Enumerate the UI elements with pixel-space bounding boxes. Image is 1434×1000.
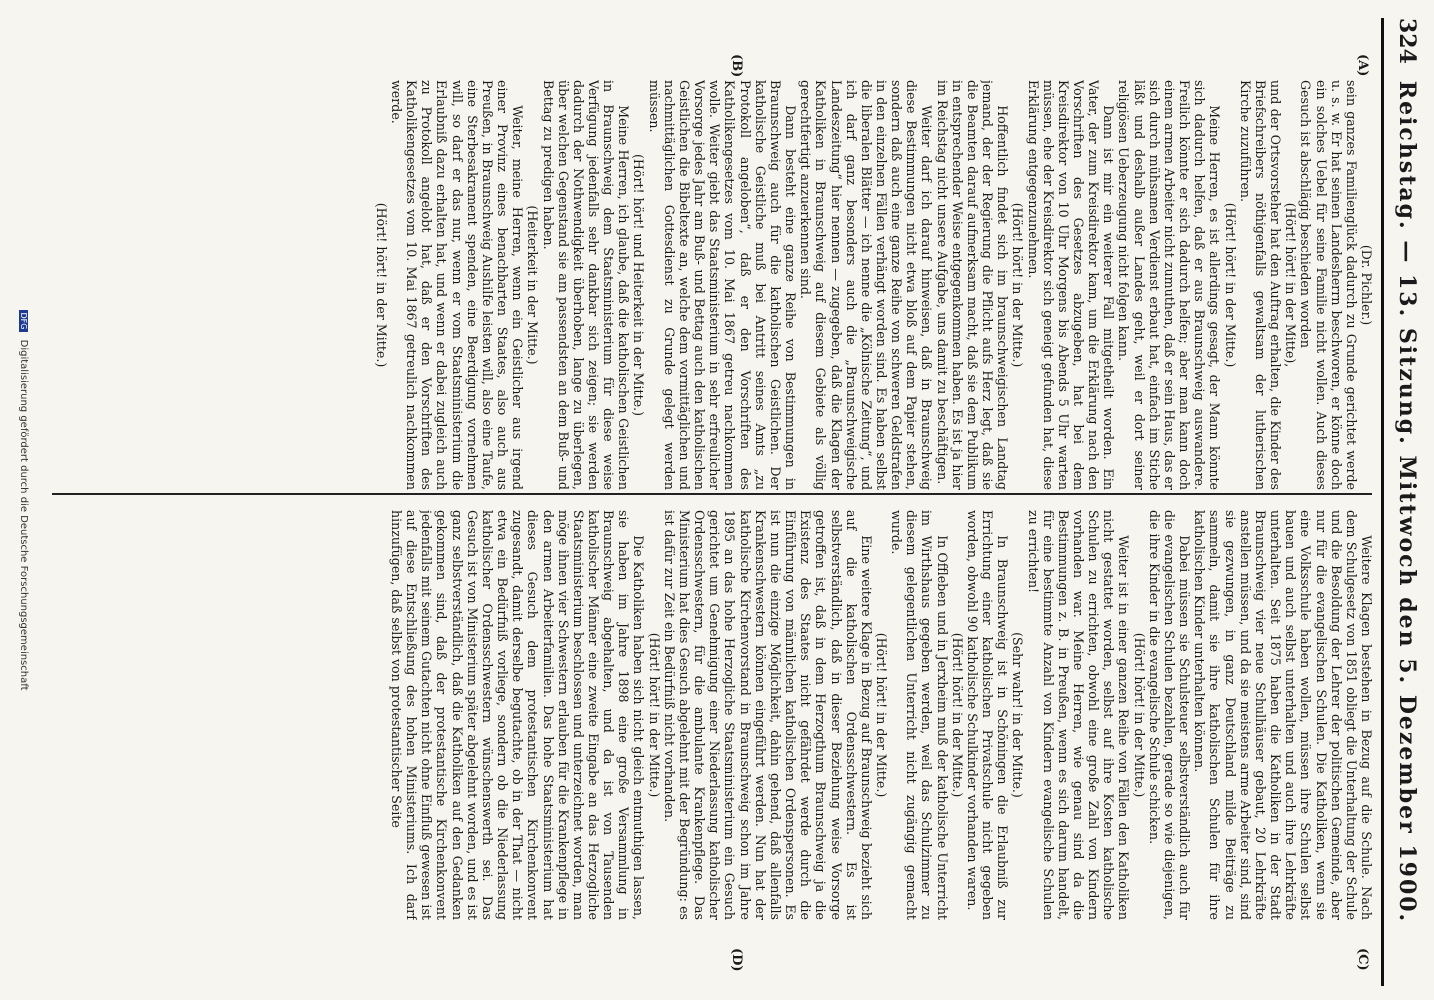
paragraph: Die Katholiken haben sich nicht gleich entmuthigen lassen, sie haben im Jahre 1898 eine große Versammlung in Braunschweig abgehalten, und da ist von Tausenden katholischer Männer eine zweite Eingabe an das Herzogliche Staatsministerium beschlossen und unterzeichnet worden, man möge ihnen vier Schwestern erlauben für die Krankenpflege in den armen Arbeiterfamilien. Das hohe Staatsministerium hat dieses Gesuch dem protestantischen Kirchenkonvent zugesandt, damit derselbe begutachte, ob in der That — nicht etwa ein Bedürfniß vorliege, sondern ob die Niederlassung katholischer Ordensschwestern wünschenswerth sei. Das Gesuch ist von Ministerium später abgelehnt worden, und es ist ganz selbstverständlich, daß die Katholiken auf den Gedanken gekommen sind, daß der protestantische Kirchenkonvent jedenfalls mit seinem Gutachten nicht ohne Einfluß gewesen ist auf diese Entschließung des hohen Ministeriums. Ich darf hinzufügen, daß selbst von protestantischer Seite: [389, 510, 647, 920]
paragraph: In Offleben und in Jerxheim muß der katholische Unterricht im Wirthshaus gegeben werden, weil das Schulzimmer zu diesem gelegentlichen Unterricht nicht zugängig gemacht wurde.: [889, 510, 950, 920]
interjection: (Hört! hört! in der Mitte.): [949, 632, 965, 798]
interjection: (Hört! hört! in der Mitte.): [1222, 202, 1238, 368]
paragraph: und der Ortsvorsteher hat den Auftrag erhalten, die Kinder des Briefschreibers nöthigenfalls gewaltsam der lutherischen Kirche zuzuführen.: [1237, 80, 1284, 490]
paragraph: In Braunschweig ist in Schöningen die Erlaubniß zur Errichtung einer katholischen Privatschule nicht gegeben worden, obwohl 90 katholische Schulkinder vorhanden waren.: [964, 510, 1011, 920]
paragraph: Dann ist mir ein weiterer Fall mitgetheilt worden. Ein Vater, der zum Kreisdirektor kam, um die Erklärung nach den Vorschriften des Gesetzes abzugeben, hat bei dem Kreisdirektor von 10 Uhr Morgens bis Abends 5 Uhr warten müssen, ehe der Kreisdirektor sich geneigt gefunden hat, diese Erklärung entgegenzunehmen.: [1025, 80, 1117, 490]
interjection: (Hört! hört! in der Mitte.): [1131, 632, 1147, 798]
paragraph: Weiter darf ich darauf hinweisen, daß in Braunschweig diese Bestimmungen nicht etwa bloß auf dem Papier stehen, sondern daß auch eine ganze Reihe von schweren Geldstrafen in den einzelnen Fällen verhängt worden sind. Es haben selbst die liberalen Blätter — ich nenne die „Kölnische Zeitung“, und ich darf ganz besonders auch die „Braunschweigische Landeszeitung“ hier nennen — zugegeben, daß die Klagen der Katholiken in Braunschweig auf diesem Gebiete als völlig gerechtfertigt anzuerkennen sind.: [798, 80, 935, 490]
margin-mark-b: (B): [729, 54, 744, 78]
right-text-column: [49, 510, 1374, 920]
paragraph: Dabei müssen sie Schulsteuer selbstverständlich auch für die evangelischen Schulen bezahlen, gerade so wie diejenigen, die ihre Kinder in die evangelische Schule schicken.: [1146, 510, 1193, 920]
paragraph: sein ganzes Familienglück dadurch zu Grunde gerichtet werde u. s. w. Er hat seinen Landesherrn beschworen, er könne doch ein solches Uebel für seine Familie nicht wollen. Auch dieses Gesuch ist abschlägig beschieden worden: [1298, 80, 1359, 490]
margin-mark-a: (A): [1355, 54, 1370, 77]
dfg-logo: DFG: [19, 310, 28, 333]
paragraph: Meine Herren, es ist allerdings gesagt, der Mann könnte sich dadurch helfen, daß er aus Braunschweig auswandere. Freilich könnte er sich dadurch helfen; aber man kann doch einem armen Arbeiter nicht zumuthen, daß er sein Haus, das er sich durch mühsamen Verdienst erbaut hat, einfach im Stiche läßt und deshalb außer Landes geht, weil er dort seiner religiösen Ueberzeugung nicht folgen kann.: [1116, 80, 1223, 490]
interjection: (Sehr wahr! in der Mitte.): [1010, 632, 1026, 798]
paragraph: Meine Herren, ich glaube, daß die katholischen Geistlichen in Braunschweig dem Staatsministerium für diese weise Verfügung jedenfalls sehr dankbar sich zeigen; sie werden dadurch der Nothwendigkeit überhoben, lange zu überlegen, über welchen Gegenstand sie am passendsten an dem Buß- und Bettag zu predigen haben.: [540, 80, 632, 490]
paragraph: Weitere Klagen bestehen in Bezug auf die Schule. Nach dem Schulgesetz von 1851 obliegt die Unterhaltung der Schule und die Besoldung der Lehrer der politischen Gemeinde, aber nur für die evangelischen Schulen. Die Katholiken, wenn sie eine Volksschule haben wollen, müssen ihre Schulen selbst bauen und auch selbst unterhalten und auch ihre Lehrkräfte unterhalten. Seit 1875 haben die Katholiken in der Stadt Braunschweig vier neue Schulhäuser gebaut, 20 Lehrkräfte anstellen müssen, und da sie meistens arme Arbeiter sind, sind sie gezwungen, in ganz Deutschland milde Beiträge zu sammeln, damit sie ihre katholischen Schulen für ihre katholischen Kinder unterhalten können.: [1192, 510, 1374, 920]
margin-mark-d: (D): [729, 948, 744, 972]
speaker-name: (Dr. Pichler.): [1359, 244, 1374, 326]
paragraph: Weiter, meine Herren, wenn ein Geistlicher aus irgend einer Provinz eines benachbarten Staates, also auch aus Preußen, in Braunschweig Aushilfe leisten will, also eine Taufe, eine Sterbesakrament spenden, eine Beerdigung vornehmen will, so darf er das nur, wenn er vom Staatsministerium die Erlaubniß dazu erhalten hat, und wenn er dabei zugleich auch zu Protokoll angelobt hat, daß er den Vorschriften des Katholikengesetzes vom 10. Mai 1867 getreulich nachkommen werde.: [389, 80, 526, 490]
interjection: (Hört! hört! in der Mitte.): [874, 632, 889, 798]
interjection: (Hört! hört! in der Mitte),: [1283, 202, 1299, 368]
interjection: (Hört! hört! in der Mitte.): [373, 202, 389, 368]
page-header: [1384, 18, 1424, 986]
credit-text: Digitalisierung gefördert durch die Deutsche Forschungsgemeinschaft: [18, 339, 29, 691]
left-text-column: [49, 80, 1374, 490]
digitization-credit: [18, 0, 29, 1000]
margin-mark-c: (C): [1355, 948, 1370, 971]
header-rule: [1381, 18, 1384, 986]
page-number: 324: [1394, 18, 1420, 64]
paragraph: Dann besteht eine ganze Reihe von Bestimmungen in Braunschweig auch für die katholischen Geistlichen. Der katholische Geistliche muß bei Antritt seines Amts „zu Protokoll angeloben“, daß er den Vorschriften des Katholikengesetzes vom 10. Mai 1867 getreu nachkommen wolle. Weiter giebt das Staatsministerium in sehr erfreulicher Vorsorge jedes Jahr am Buß- und Bettag auch den katholischen Geistlichen die Bibeltexte an, welche dem vormittäglichen und nachmittäglichen Gottesdienst zu Grunde gelegt werden müssen.: [646, 80, 799, 490]
paragraph: Hoffentlich findet sich im braunschweigischen Landtag jemand, der der Regierung die Pflicht aufs Herz legt, daß sie die Beamten darauf aufmerksam macht, daß sie dem Publikum in entsprechender Weise entgegenkommen haben. Es ist ja hier im Reichstag nicht unsere Aufgabe, uns damit zu beschäftigen.: [934, 80, 1011, 490]
interjection: (Hört! hört! in der Mitte.): [646, 632, 662, 798]
paragraph: Weiter ist in einer ganzen Reihe von Fällen den Katholiken nicht gestattet worden, selbst auf ihre Kosten katholische Schulen zu errichten, obwohl eine große Zahl von Kindern vorhanden war. Meine Herren, wie genau sind da die Bestimmungen z. B. in Preußen, wenn es sich darum handelt, für eine bestimmte Anzahl von Kindern evangelische Schulen zu errichten!: [1025, 510, 1132, 920]
running-title: Reichstag. — 13. Sitzung. Mittwoch den 5. Dezember 1900.: [1394, 80, 1420, 924]
interjection: (Hört! hört! in der Mitte.): [1010, 202, 1026, 368]
interjection: (Heiterkeit in der Mitte.): [525, 205, 541, 365]
interjection: (Hört! hört! und Heiterkeit in der Mitte.): [631, 153, 647, 416]
column-divider: [52, 493, 1372, 495]
paragraph: Eine weitere Klage in Bezug auf Braunschweig bezieht sich auf die katholischen Ordensschwestern. Es ist selbstverständlich, daß in dieser Beziehung weise Vorsorge getroffen ist, daß in dem Herzogthum Braunschweig ja die Existenz des Staates nicht gefährdet werde durch die Einführung von männlichen katholischen Ordenspersonen. Es ist nun die einzige Möglichkeit, dahin gehend, daß allenfalls Krankenschwestern können eingeführt werden. Nun hat der katholische Kirchenvorstand in Braunschweig schon im Jahre 1895 an das hohe Herzogliche Staatsministerium ein Gesuch gerichtet um Genehmigung einer Niederlassung katholischer Ordensschwestern, für die ambulante Krankenpflege. Das Ministerium hat dies Gesuch abgelehnt mit der Begründung: es ist dafür zur Zeit ein Bedürfniß nicht vorhanden.: [661, 510, 874, 920]
